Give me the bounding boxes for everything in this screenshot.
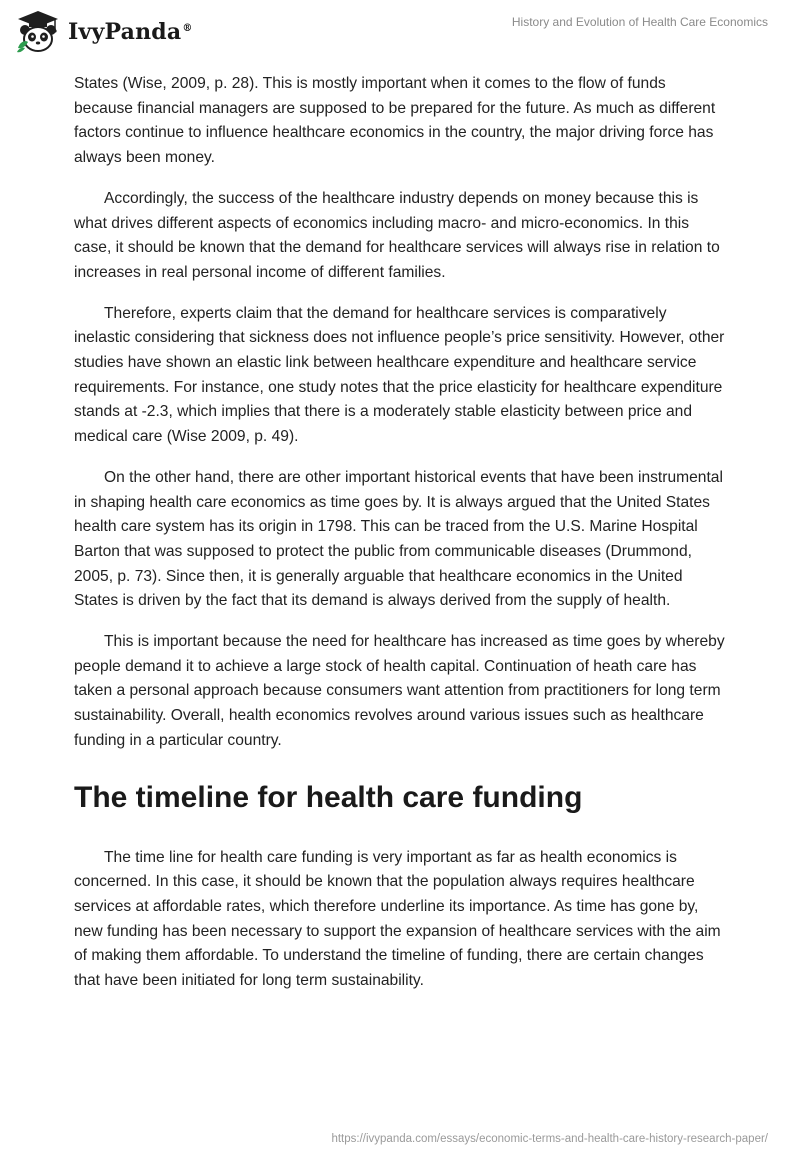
document-title: History and Evolution of Health Care Economics: [511, 15, 768, 29]
paragraph: Therefore, experts claim that the demand for healthcare services is comparatively inelastic considering that sickness does not influence people’s price sensitivity. However, other studies have shown an elastic link between healthcare expenditure and healthcare service requirements. For instance, one study notes that the price elasticity for healthcare expenditure stands at -2.3, which implies that there is a moderately stable elasticity between price and medical care (Wise 2009, p. 49).: [74, 304, 725, 446]
ivypanda-logo[interactable]: [14, 8, 193, 56]
article-body: [74, 72, 726, 1010]
logo-text: IvyPanda®: [68, 19, 193, 45]
paragraph: Accordingly, the success of the healthcare industry depends on money because this is what drives different aspects of economics including macro- and micro-economics. In this case, it should be known that the demand for healthcare services will always rise in relation to increases in real personal income of different families.: [74, 189, 720, 281]
section-heading: The timeline for health care funding: [74, 780, 583, 814]
paragraph: The time line for health care funding is very important as far as health economics is concerned. In this case, it should be known that the population always requires healthcare services at affordable rates, which therefore underline its importance. As time has gone by, new funding has been necessary to support the expansion of healthcare services with the aim of making them affordable. To understand the timeline of funding, there are certain changes that have been initiated for long term sustainability.: [74, 848, 721, 990]
paragraph: This is important because the need for healthcare has increased as time goes by whereby people demand it to achieve a large stock of health capital. Continuation of heath care has taken a personal approach because consumers want attention from practitioners for long term sustainability. Overall, health economics revolves around various issues such as healthcare funding in a particular country.: [74, 633, 725, 749]
registered-mark: ®: [182, 22, 193, 34]
paragraph: States (Wise, 2009, p. 28). This is mostly important when it comes to the flow of funds because financial managers are supposed to be prepared for the future. As much as different factors continue to influence healthcare economics in the country, the major driving force has always been money.: [74, 75, 716, 167]
page-header: [0, 0, 800, 64]
paragraph: On the other hand, there are other important historical events that have been instrumental in shaping health care economics as time goes by. It is always argued that the United States health care system has its origin in 1798. This can be traced from the U.S. Marine Hospital Barton that was supposed to protect the public from communicable diseases (Drummond, 2005, p. 73). Since then, it is generally arguable that healthcare economics in the United States is driven by the fact that its demand is always derived from the supply of health.: [74, 468, 723, 610]
source-url[interactable]: https://ivypanda.com/essays/economic-terms-and-health-care-history-research-paper/: [331, 1133, 768, 1145]
panda-graduate-icon: [14, 8, 62, 56]
